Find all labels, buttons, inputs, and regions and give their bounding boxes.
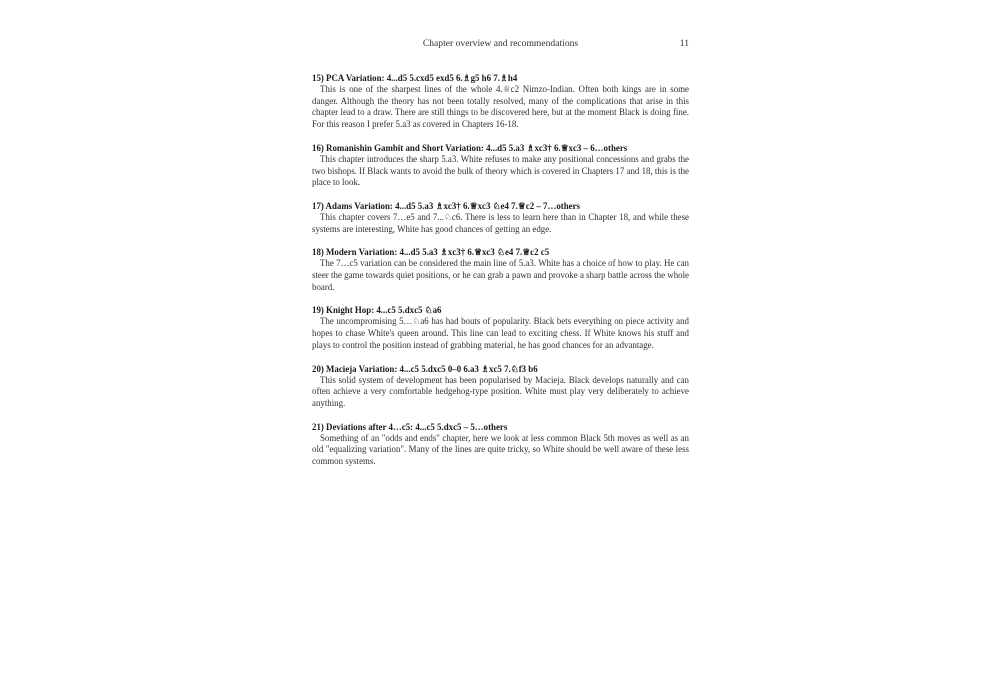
chapter-heading: 15) PCA Variation: 4...d5 5.cxd5 exd5 6.♗g5 h6 7.♗h4 [312, 73, 518, 83]
chapter-entry-18 [312, 246, 689, 293]
chapter-list [312, 72, 689, 468]
chapter-heading: 18) Modern Variation: 4...d5 5.a3 ♗xc3† 6.♕xc3 ♘e4 7.♕c2 c5 [312, 247, 550, 258]
chapter-heading: 16) Romanishin Gambit and Short Variation: 4...d5 5.a3 ♗xc3† 6.♕xc3 – 6…others [312, 142, 628, 153]
chapter-heading: 21) Deviations after 4…c5: 4...c5 5.dxc5 – 5…others [312, 421, 508, 432]
chapter-description: This is one of the sharpest lines of the whole 4.♕c2 Nimzo-Indian. Often both kings are in some danger. Although the theory has not been totally resolved, many of the complications that arise in this chapter lead to a draw. There are still things to be discovered here, but at the moment Black is doing fine. For this reason I prefer 5.a3 as covered in Chapters 16-18. [312, 84, 689, 130]
running-header [312, 38, 689, 52]
book-page [312, 38, 689, 479]
chapter-entry-15 [312, 72, 689, 131]
chapter-heading: 20) Macieja Variation: 4...c5 5.dxc5 0–0 6.a3 ♗xc5 7.♘f3 b6 [312, 363, 538, 374]
chapter-description: Something of an "odds and ends" chapter, here we look at less common Black 5th moves as well as an old "equalizing variation". Many of the lines are quite tricky, so White should be well aware of these less common systems. [312, 432, 689, 467]
chapter-title: Chapter overview and recommendations [422, 38, 579, 49]
chapter-entry-16 [312, 142, 689, 189]
chapter-entry-21 [312, 421, 689, 468]
chapter-entry-19 [312, 304, 689, 351]
chapter-heading: 17) Adams Variation: 4...d5 5.a3 ♗xc3† 6.♕xc3 ♘e4 7.♕c2 – 7…others [312, 200, 580, 211]
chapter-description: This solid system of development has been popularised by Macieja. Black develops naturally and can often achieve a very comfortable hedgehog-type position. White must play very deliberately to achieve anything. [312, 374, 689, 408]
chapter-description: This chapter covers 7…e5 and 7...♘c6. There is less to learn here than in Chapter 18, and while these systems are interesting, White has good chances of getting an edge. [312, 211, 689, 234]
chapter-description: This chapter introduces the sharp 5.a3. White refuses to make any positional concessions and grabs the two bishops. If Black wants to avoid the bulk of theory which is covered in Chapters 17 and 18, this is the place to look. [312, 153, 689, 188]
chapter-entry-17 [312, 200, 689, 235]
page-number: 11 [679, 38, 689, 49]
chapter-description: The 7…c5 variation can be considered the main line of 5.a3. White has a choice of how to play. He can steer the game towards quiet positions, or he can grab a pawn and provoke a sharp battle across the whole board. [312, 258, 689, 292]
chapter-entry-20 [312, 363, 689, 410]
chapter-description: The uncompromising 5…♘a6 has had bouts of popularity. Black bets everything on piece activity and hopes to chase White's queen around. This line can lead to exciting chess. If White knows his stuff and plays to control the position instead of grabbing material, he has good chances for an advantage. [312, 316, 689, 350]
chapter-heading: 19) Knight Hop: 4...c5 5.dxc5 ♘a6 [312, 305, 442, 316]
